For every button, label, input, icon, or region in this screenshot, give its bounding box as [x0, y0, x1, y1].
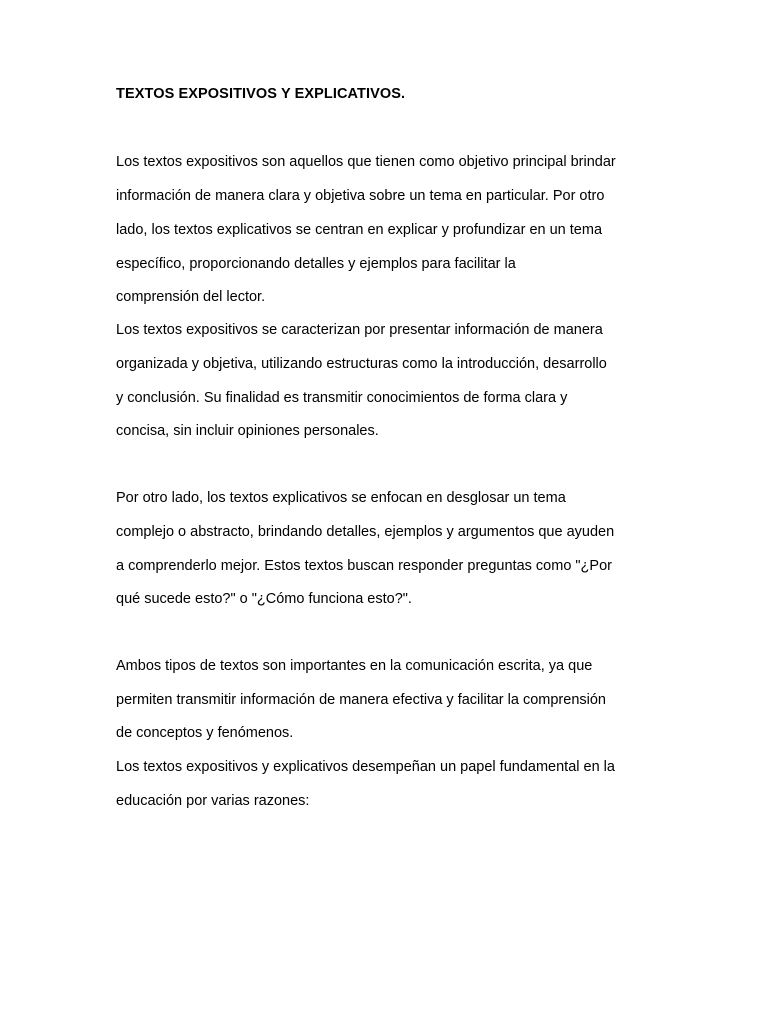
- paragraph-line: lado, los textos explicativos se centran en explicar y profundizar en un tema: [116, 222, 603, 238]
- paragraph-line: a comprenderlo mejor. Estos textos buscan responder preguntas como "¿Por: [116, 558, 612, 574]
- paragraph-line: Los textos expositivos y explicativos desempeñan un papel fundamental en la: [116, 759, 615, 775]
- paragraph-line: Los textos expositivos se caracterizan por presentar información de manera: [116, 322, 603, 338]
- paragraph-line: comprensión del lector.: [116, 289, 266, 305]
- paragraph-line: Por otro lado, los textos explicativos se enfocan en desglosar un tema: [116, 490, 566, 506]
- paragraph-line: permiten transmitir información de manera efectiva y facilitar la comprensión: [116, 692, 606, 708]
- paragraph-line: complejo o abstracto, brindando detalles, ejemplos y argumentos que ayuden: [116, 524, 615, 540]
- paragraph-line: información de manera clara y objetiva sobre un tema en particular. Por otro: [116, 188, 605, 204]
- paragraph-line: educación por varias razones:: [116, 793, 310, 809]
- paragraph-line: organizada y objetiva, utilizando estructuras como la introducción, desarrollo: [116, 356, 607, 372]
- paragraph-line: de conceptos y fenómenos.: [116, 725, 294, 741]
- paragraph-line: qué sucede esto?" o "¿Cómo funciona esto?".: [116, 591, 412, 607]
- paragraph-line: Ambos tipos de textos son importantes en la comunicación escrita, ya que: [116, 658, 593, 674]
- paragraph-line: específico, proporcionando detalles y ejemplos para facilitar la: [116, 256, 516, 272]
- paragraph-line: Los textos expositivos son aquellos que tienen como objetivo principal brindar: [116, 154, 616, 170]
- paragraph-line: concisa, sin incluir opiniones personales.: [116, 423, 379, 439]
- document-title: TEXTOS EXPOSITIVOS Y EXPLICATIVOS.: [116, 86, 406, 102]
- paragraph-line: y conclusión. Su finalidad es transmitir conocimientos de forma clara y: [116, 390, 568, 406]
